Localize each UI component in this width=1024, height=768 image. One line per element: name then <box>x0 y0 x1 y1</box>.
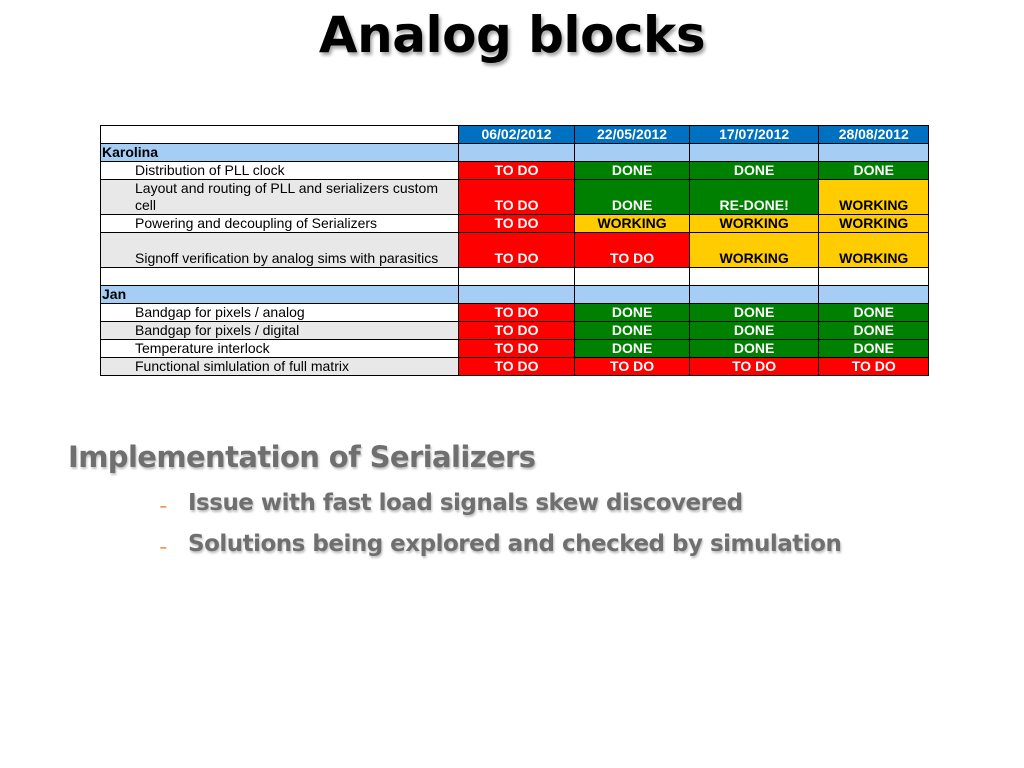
status-cell: DONE <box>689 162 819 180</box>
status-cell: TO DO <box>458 358 575 376</box>
group-empty-cell <box>575 144 690 162</box>
status-cell: WORKING <box>819 233 929 268</box>
status-cell: TO DO <box>689 358 819 376</box>
empty-cell <box>575 268 690 286</box>
table-row <box>101 340 929 358</box>
task-name: Bandgap for pixels / analog <box>101 304 459 322</box>
status-cell: TO DO <box>819 358 929 376</box>
date-header: 28/08/2012 <box>819 126 929 144</box>
header-corner <box>101 126 459 144</box>
status-cell: DONE <box>689 304 819 322</box>
status-cell: DONE <box>575 180 690 215</box>
bullet-marker-icon: – <box>160 540 167 554</box>
status-cell: TO DO <box>458 304 575 322</box>
status-cell: DONE <box>819 322 929 340</box>
task-name: Layout and routing of PLL and serializers custom cell <box>101 180 459 215</box>
bullet-item <box>160 490 743 516</box>
group-name: Karolina <box>101 144 459 162</box>
group-empty-cell <box>689 286 819 304</box>
status-cell: DONE <box>575 322 690 340</box>
table-row <box>101 180 929 215</box>
table-row <box>101 322 929 340</box>
group-row <box>101 286 929 304</box>
status-cell: RE-DONE! <box>689 180 819 215</box>
status-cell: DONE <box>819 162 929 180</box>
bullet-text: Issue with fast load signals skew discovered <box>188 490 743 516</box>
table-row <box>101 233 929 268</box>
empty-cell <box>458 268 575 286</box>
status-cell: WORKING <box>575 215 690 233</box>
task-name: Signoff verification by analog sims with parasitics <box>101 233 459 268</box>
status-cell: TO DO <box>458 162 575 180</box>
group-empty-cell <box>819 144 929 162</box>
table-row <box>101 304 929 322</box>
status-cell: WORKING <box>689 233 819 268</box>
status-cell: TO DO <box>458 340 575 358</box>
empty-cell <box>101 268 459 286</box>
status-cell: WORKING <box>689 215 819 233</box>
empty-cell <box>819 268 929 286</box>
header-row <box>101 126 929 144</box>
task-name: Distribution of PLL clock <box>101 162 459 180</box>
group-empty-cell <box>819 286 929 304</box>
empty-cell <box>689 268 819 286</box>
status-cell: WORKING <box>819 180 929 215</box>
group-name: Jan <box>101 286 459 304</box>
bullet-text: Solutions being explored and checked by simulation <box>188 531 842 557</box>
task-name: Bandgap for pixels / digital <box>101 322 459 340</box>
group-empty-cell <box>458 286 575 304</box>
status-cell: TO DO <box>458 233 575 268</box>
date-header: 06/02/2012 <box>458 126 575 144</box>
bullet-item <box>160 531 841 557</box>
status-cell: DONE <box>575 304 690 322</box>
group-empty-cell <box>689 144 819 162</box>
slide-title: Analog blocks <box>318 6 706 64</box>
status-cell: TO DO <box>575 233 690 268</box>
bullet-marker-icon: – <box>160 499 167 513</box>
group-empty-cell <box>458 144 575 162</box>
task-name: Powering and decoupling of Serializers <box>101 215 459 233</box>
status-cell: TO DO <box>458 180 575 215</box>
status-cell: DONE <box>819 304 929 322</box>
table-row <box>101 358 929 376</box>
group-empty-cell <box>575 286 690 304</box>
status-cell: WORKING <box>819 215 929 233</box>
task-name: Temperature interlock <box>101 340 459 358</box>
status-cell: TO DO <box>458 215 575 233</box>
status-cell: DONE <box>689 340 819 358</box>
table-row <box>101 162 929 180</box>
status-cell: DONE <box>819 340 929 358</box>
group-row <box>101 144 929 162</box>
status-cell: TO DO <box>575 358 690 376</box>
table-row <box>101 215 929 233</box>
spacer-row <box>101 268 929 286</box>
date-header: 22/05/2012 <box>575 126 690 144</box>
section-heading: Implementation of Serializers <box>68 440 536 474</box>
table-body <box>101 144 929 376</box>
status-cell: DONE <box>689 322 819 340</box>
status-cell: DONE <box>575 340 690 358</box>
status-cell: TO DO <box>458 322 575 340</box>
status-cell: DONE <box>575 162 690 180</box>
status-table <box>100 125 929 376</box>
task-name: Functional simlulation of full matrix <box>101 358 459 376</box>
date-header: 17/07/2012 <box>689 126 819 144</box>
